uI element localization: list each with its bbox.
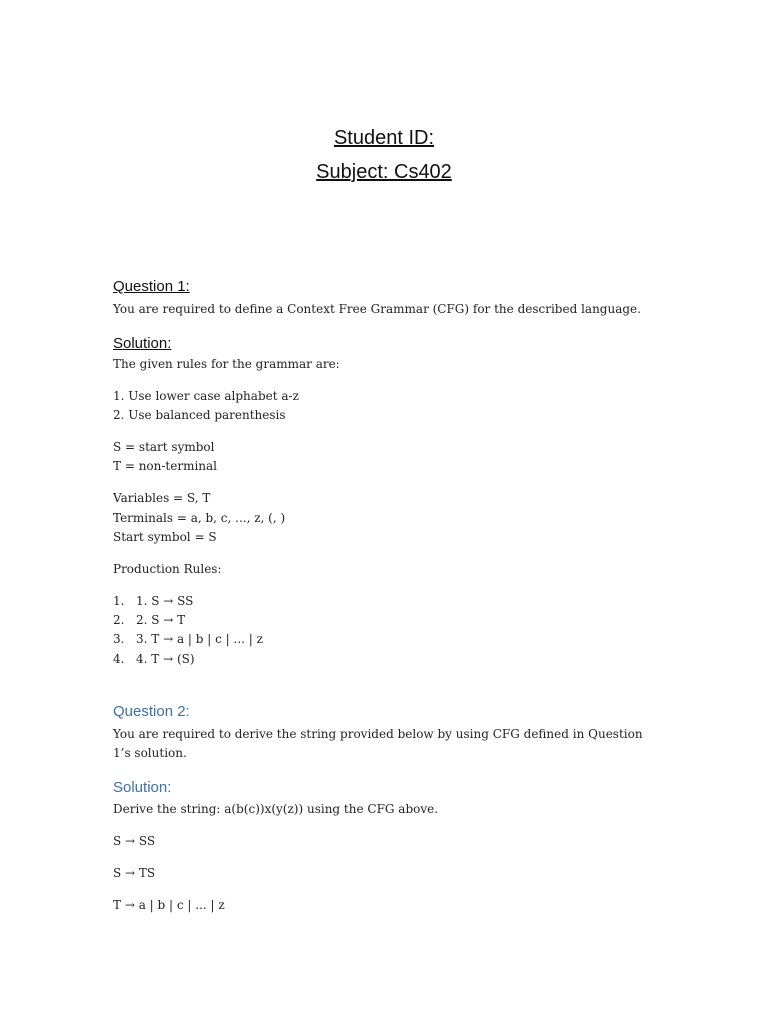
production-rule: 1. S → SS: [136, 594, 194, 608]
solution-1-heading: Solution:: [113, 335, 172, 352]
production-rule-number: 4.: [113, 652, 125, 666]
production-rule-number: 3.: [113, 632, 125, 646]
question-1-heading: Question 1:: [113, 278, 190, 295]
question-2-heading: Question 2:: [113, 703, 190, 720]
production-rule: 4. T → (S): [136, 652, 195, 666]
solution-2-heading: Solution:: [113, 779, 172, 796]
derivation-step: S → TS: [113, 866, 156, 880]
terminals-line: Terminals = a, b, c, ..., z, (, ): [113, 511, 286, 525]
student-id-title: Student ID:: [333, 127, 435, 149]
derivation-step: T → a | b | c | ... | z: [113, 898, 225, 912]
question-2-text: You are required to derive the string provided below by using CFG defined in Question 1’s solution.: [113, 727, 643, 760]
question-1-text: You are required to define a Context Free Grammar (CFG) for the described language.: [113, 302, 641, 316]
definition-item: S = start symbol: [113, 440, 215, 454]
production-rule: 3. T → a | b | c | ... | z: [136, 632, 263, 646]
production-rules-heading: Production Rules:: [113, 562, 222, 576]
production-rule-number: 1.: [113, 594, 125, 608]
start-symbol-line: Start symbol = S: [113, 530, 217, 544]
rule-item: 2. Use balanced parenthesis: [113, 408, 286, 422]
derivation-step: S → SS: [113, 834, 156, 848]
definition-item: T = non-terminal: [113, 459, 218, 473]
production-rule: 2. S → T: [136, 613, 186, 627]
rule-item: 1. Use lower case alphabet a-z: [113, 389, 299, 403]
production-rule-number: 2.: [113, 613, 125, 627]
solution-1-intro: The given rules for the grammar are:: [113, 357, 340, 371]
variables-line: Variables = S, T: [113, 491, 211, 505]
subject-title: Subject: Cs402: [316, 161, 452, 183]
derive-line: Derive the string: a(b(c))x(y(z)) using the CFG above.: [113, 802, 439, 816]
